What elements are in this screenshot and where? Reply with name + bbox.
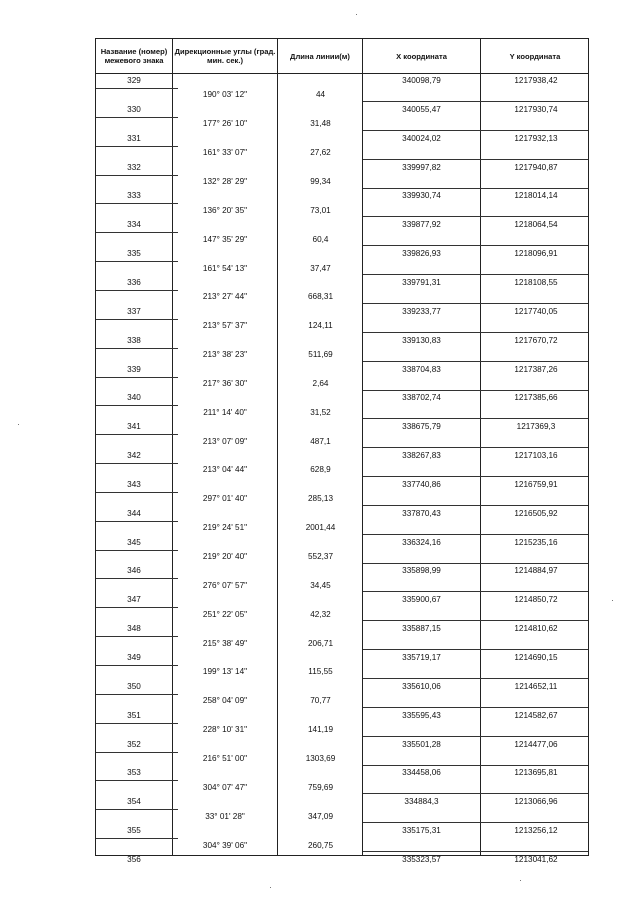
row-separator xyxy=(363,418,588,419)
y-coordinate: 1218096,91 xyxy=(514,249,558,259)
line-length: 285,13 xyxy=(307,494,334,504)
x-coordinate: 335501,28 xyxy=(402,739,441,749)
point-name: 349 xyxy=(127,653,141,662)
line-length: 115,55 xyxy=(308,667,333,677)
y-coordinate: 1214850,72 xyxy=(514,595,558,605)
row-separator xyxy=(96,203,178,204)
point-name: 329 xyxy=(127,76,141,85)
row-separator xyxy=(96,809,178,810)
y-coordinate: 1216505,92 xyxy=(514,508,558,518)
line-length: 44 xyxy=(315,90,326,100)
point-name: 353 xyxy=(127,768,141,778)
direction-angle: 161° 54' 13" xyxy=(202,263,248,273)
row-separator xyxy=(96,665,178,666)
x-coordinate: 335887,15 xyxy=(402,624,441,634)
line-length: 552,37 xyxy=(307,552,334,562)
row-separator xyxy=(96,752,178,753)
x-coordinate: 339826,93 xyxy=(402,249,441,259)
x-coordinate: 340024,02 xyxy=(402,133,441,143)
row-separator xyxy=(363,793,588,794)
scan-speck xyxy=(612,600,613,601)
line-length: 759,69 xyxy=(307,782,334,792)
line-length: 124,11 xyxy=(308,321,333,331)
direction-angle: 136° 20' 35" xyxy=(202,205,248,215)
y-coordinate: 1214690,15 xyxy=(514,653,558,662)
x-coordinate: 340098,79 xyxy=(402,76,441,85)
y-coordinate: 1214477,06 xyxy=(514,739,558,749)
row-separator xyxy=(363,851,588,852)
scan-speck xyxy=(520,880,521,881)
row-separator xyxy=(96,175,178,176)
direction-angle: 213° 57' 37" xyxy=(202,321,248,331)
row-separator xyxy=(363,534,588,535)
row-separator xyxy=(96,232,178,233)
x-coordinate: 335719,17 xyxy=(402,653,441,662)
x-coordinate: 335610,06 xyxy=(402,681,441,691)
x-coordinate: 338675,79 xyxy=(402,422,441,432)
line-length: 31,52 xyxy=(310,407,331,417)
x-coordinate: 335323,57 xyxy=(402,854,441,864)
y-coordinate: 1217387,26 xyxy=(514,364,558,374)
row-separator xyxy=(96,550,178,551)
point-name: 347 xyxy=(127,595,141,605)
point-name: 348 xyxy=(127,624,141,634)
row-separator xyxy=(363,159,588,160)
line-length: 27,62 xyxy=(310,148,331,158)
direction-angle: 251° 22' 05" xyxy=(202,609,248,619)
y-coordinate: 1214810,62 xyxy=(514,624,558,634)
point-name: 343 xyxy=(127,479,141,489)
row-separator xyxy=(96,117,178,118)
y-coordinate: 1213256,12 xyxy=(514,826,558,836)
y-coordinate: 1214582,67 xyxy=(514,710,558,720)
row-separator xyxy=(96,694,178,695)
point-name: 338 xyxy=(127,335,141,345)
point-name: 341 xyxy=(127,422,141,432)
coordinates-table xyxy=(95,38,589,864)
direction-angle: 213° 38' 23" xyxy=(202,350,248,360)
y-coordinate: 1213066,96 xyxy=(514,797,558,807)
row-separator xyxy=(96,146,178,147)
point-name: 334 xyxy=(127,220,141,230)
row-separator xyxy=(363,245,588,246)
row-separator xyxy=(363,822,588,823)
point-name: 350 xyxy=(127,681,141,691)
y-coordinate: 1218108,55 xyxy=(514,277,558,287)
scan-speck xyxy=(270,887,271,888)
header-length: Длина линии(м) xyxy=(290,51,350,61)
line-length: 34,45 xyxy=(310,580,331,590)
row-separator xyxy=(96,377,178,378)
point-name: 346 xyxy=(127,566,141,576)
point-name: 355 xyxy=(127,826,141,836)
row-separator xyxy=(363,563,588,564)
x-coordinate: 338704,83 xyxy=(402,364,441,374)
line-length: 668,31 xyxy=(307,292,334,302)
row-separator xyxy=(96,463,178,464)
line-length: 141,19 xyxy=(307,725,334,735)
point-name: 337 xyxy=(127,306,141,316)
row-separator xyxy=(96,636,178,637)
header-angle: Дирекционные углы (град. мин. сек.) xyxy=(174,47,276,65)
header-divider xyxy=(96,73,588,74)
point-name: 331 xyxy=(127,133,141,143)
direction-angle: 304° 07' 47" xyxy=(202,782,248,792)
y-coordinate: 1217670,72 xyxy=(514,335,558,345)
x-coordinate: 335898,99 xyxy=(402,566,441,576)
row-separator xyxy=(363,678,588,679)
direction-angle: 219° 24' 51" xyxy=(202,523,248,533)
row-separator xyxy=(363,476,588,477)
row-separator xyxy=(363,736,588,737)
y-coordinate: 1217385,66 xyxy=(514,393,558,403)
x-coordinate: 335595,43 xyxy=(402,710,441,720)
y-coordinate: 1214652,11 xyxy=(514,681,558,691)
direction-angle: 190° 03' 12" xyxy=(202,90,248,100)
x-coordinate: 337870,43 xyxy=(402,508,441,518)
row-separator xyxy=(96,723,178,724)
row-separator xyxy=(96,434,178,435)
x-coordinate: 335900,67 xyxy=(402,595,441,605)
x-coordinate: 337740,86 xyxy=(402,479,441,489)
row-separator xyxy=(96,348,178,349)
x-coordinate: 335175,31 xyxy=(402,826,441,836)
row-separator xyxy=(363,130,588,131)
row-separator xyxy=(363,274,588,275)
x-coordinate: 338267,83 xyxy=(402,451,441,461)
point-name: 340 xyxy=(127,393,141,403)
y-coordinate: 1217940,87 xyxy=(514,162,558,172)
direction-angle: 258° 04' 09" xyxy=(202,696,248,706)
row-separator xyxy=(96,521,178,522)
header-x: Х координата xyxy=(396,51,447,61)
header-y: Y координата xyxy=(509,51,561,61)
point-name: 333 xyxy=(127,191,141,201)
y-coordinate: 1217103,16 xyxy=(514,451,558,461)
row-separator xyxy=(363,361,588,362)
direction-angle: 228° 10' 31" xyxy=(202,725,248,735)
row-separator xyxy=(363,620,588,621)
x-coordinate: 339791,31 xyxy=(402,277,441,287)
line-length: 347,09 xyxy=(307,811,334,821)
y-coordinate: 1215235,16 xyxy=(514,537,558,547)
row-separator xyxy=(363,591,588,592)
row-separator xyxy=(363,216,588,217)
point-name: 332 xyxy=(127,162,141,172)
point-name: 351 xyxy=(127,710,141,720)
point-name: 354 xyxy=(127,797,141,807)
line-length: 60,4 xyxy=(312,234,329,244)
y-coordinate: 1217938,42 xyxy=(514,76,558,85)
row-separator xyxy=(363,765,588,766)
y-coordinate: 1217932,13 xyxy=(514,133,558,143)
line-length: 2,64 xyxy=(312,378,329,388)
x-coordinate: 334458,06 xyxy=(402,768,441,778)
line-length: 31,48 xyxy=(310,119,331,129)
y-coordinate: 1217369,3 xyxy=(516,422,556,432)
direction-angle: 219° 20' 40" xyxy=(202,552,248,562)
line-length: 628,9 xyxy=(310,465,331,475)
row-separator xyxy=(96,607,178,608)
y-coordinate: 1213695,81 xyxy=(514,768,558,778)
row-separator xyxy=(363,447,588,448)
x-coordinate: 338702,74 xyxy=(402,393,441,403)
row-separator xyxy=(363,303,588,304)
row-separator xyxy=(96,290,178,291)
row-separator xyxy=(96,578,178,579)
y-coordinate: 1216759,91 xyxy=(514,479,558,489)
x-coordinate: 339233,77 xyxy=(402,306,441,316)
direction-angle: 216° 51' 00" xyxy=(202,753,248,763)
direction-angle: 304° 39' 06" xyxy=(202,840,248,850)
x-coordinate: 339930,74 xyxy=(402,191,441,201)
point-name: 336 xyxy=(127,277,141,287)
scan-speck xyxy=(18,424,19,425)
direction-angle: 33° 01' 28" xyxy=(205,811,245,821)
row-separator xyxy=(96,319,178,320)
point-name: 352 xyxy=(127,739,141,749)
y-coordinate: 1218064,54 xyxy=(514,220,558,230)
direction-angle: 215° 38' 49" xyxy=(202,638,248,648)
x-coordinate: 334884,3 xyxy=(404,797,439,807)
line-length: 1303,69 xyxy=(305,753,336,763)
scan-speck xyxy=(356,14,357,15)
row-separator xyxy=(96,88,178,89)
direction-angle: 147° 35' 29" xyxy=(202,234,248,244)
direction-angle: 161° 33' 07" xyxy=(202,148,248,158)
y-coordinate: 1214884,97 xyxy=(514,566,558,576)
line-length: 99,34 xyxy=(310,176,331,186)
direction-angle: 199° 13' 14" xyxy=(202,667,248,677)
line-length: 487,1 xyxy=(310,436,331,446)
row-separator xyxy=(363,649,588,650)
y-coordinate: 1213041,62 xyxy=(514,854,558,864)
x-coordinate: 339997,82 xyxy=(402,162,441,172)
line-length: 511,69 xyxy=(308,350,333,360)
y-coordinate: 1218014,14 xyxy=(514,191,558,201)
line-length: 2001,44 xyxy=(305,523,336,533)
y-coordinate: 1217740,05 xyxy=(514,306,558,316)
line-length: 42,32 xyxy=(310,609,331,619)
direction-angle: 177° 26' 10" xyxy=(202,119,248,129)
line-length: 70,77 xyxy=(310,696,331,706)
point-name: 356 xyxy=(127,854,141,864)
point-name: 344 xyxy=(127,508,141,518)
point-name: 342 xyxy=(127,451,141,461)
point-name: 335 xyxy=(127,249,141,259)
direction-angle: 217° 36' 30" xyxy=(202,378,248,388)
row-separator xyxy=(96,261,178,262)
point-name: 345 xyxy=(127,537,141,547)
direction-angle: 132° 28' 29" xyxy=(202,176,248,186)
row-separator xyxy=(363,332,588,333)
direction-angle: 213° 27' 44" xyxy=(202,292,248,302)
y-coordinate: 1217930,74 xyxy=(514,104,558,114)
x-coordinate: 336324,16 xyxy=(402,537,441,547)
direction-angle: 213° 07' 09" xyxy=(202,436,248,446)
row-separator xyxy=(96,780,178,781)
direction-angle: 211° 14' 40" xyxy=(203,407,247,417)
row-separator xyxy=(96,838,178,839)
row-separator xyxy=(96,405,178,406)
x-coordinate: 339877,92 xyxy=(402,220,441,230)
x-coordinate: 340055,47 xyxy=(402,104,441,114)
header-name: Название (номер) межевого знака xyxy=(100,47,168,65)
row-separator xyxy=(96,492,178,493)
row-separator xyxy=(363,101,588,102)
x-coordinate: 339130,83 xyxy=(402,335,441,345)
row-separator xyxy=(363,505,588,506)
line-length: 206,71 xyxy=(307,638,334,648)
row-separator xyxy=(363,188,588,189)
direction-angle: 297° 01' 40" xyxy=(202,494,248,504)
direction-angle: 213° 04' 44" xyxy=(202,465,248,475)
line-length: 37,47 xyxy=(310,263,331,273)
line-length: 260,75 xyxy=(307,840,334,850)
point-name: 330 xyxy=(127,104,141,114)
row-separator xyxy=(363,707,588,708)
row-separator xyxy=(363,390,588,391)
direction-angle: 276° 07' 57" xyxy=(202,580,248,590)
point-name: 339 xyxy=(127,364,141,374)
line-length: 73,01 xyxy=(310,205,331,215)
